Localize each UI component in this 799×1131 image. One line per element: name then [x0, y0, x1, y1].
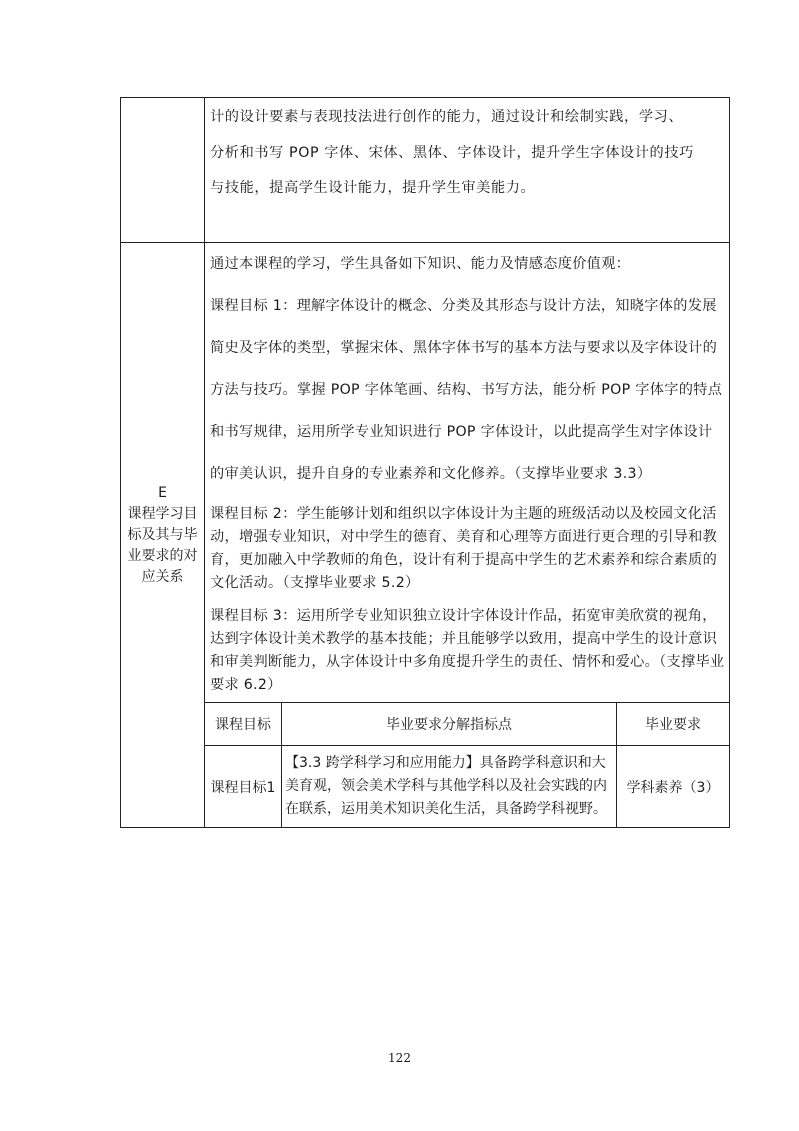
table-row-course-objectives: [121, 243, 730, 828]
header-requirement: 毕业要求: [617, 703, 730, 746]
ability-line-3: 与技能，提高学生设计能力，提升学生审美能力。: [210, 180, 536, 196]
section-letter: E: [158, 484, 167, 501]
objectives-content-cell: [205, 243, 730, 828]
row-requirement: 学科素养（3）: [617, 746, 730, 828]
course-goal-3: 课程目标 3：运用所学专业知识独立设计字体设计作品，拓宽审美欣赏的视角，达到字体设计美术教学的基本技能；并且能够学以致用，提高中学生的设计意识和审美判断能力，从字体设计中多角度提升学生的责任、情怀和爱心。（支撑毕业要求 6.2）: [210, 608, 725, 693]
section-title: 课程学习目标及其与毕业要求的对应关系: [127, 505, 198, 585]
header-course-goal: 课程目标: [205, 703, 282, 746]
row-indicator: 【3.3 跨学科学习和应用能力】具备跨学科意识和大美育观，领会美术学科与其他学科以及社会实践的内在联系，运用美术知识美化生活，具备跨学科视野。: [282, 746, 617, 828]
objectives-label-cell: [121, 243, 205, 828]
row-course-goal: 课程目标1: [205, 746, 282, 828]
page-number: 122: [388, 1051, 411, 1065]
table-row-ability-description: [121, 98, 730, 243]
table-row: [205, 746, 729, 828]
objectives-intro: 通过本课程的学习，学生具备如下知识、能力及情感态度价值观：: [210, 256, 631, 272]
header-indicator: 毕业要求分解指标点: [282, 703, 617, 746]
course-goal-1: 课程目标 1：理解字体设计的概念、分类及其形态与设计方法，知晓字体的发展简史及字体的类型，掌握宋体、黑体字体书写的基本方法与要求以及字体设计的方法与技巧。掌握 POP 字体笔画、结构、书写方法，能分析 POP 字体字的特点和书写规律，运用所学专业知识进行 POP 字体设计，以此提高学生对字体设计的审美认识，提升自身的专业素养和文化修养。（支撑毕业要求 3.3）: [210, 298, 723, 482]
empty-label-cell: [121, 98, 205, 243]
course-table: [120, 97, 730, 828]
mapping-header-row: [205, 703, 729, 746]
goal-mapping-table: [205, 702, 729, 827]
ability-description-cell: [205, 98, 730, 243]
course-goal-2: 课程目标 2：学生能够计划和组织以字体设计为主题的班级活动以及校园文化活动，增强专业知识，对中学生的德育、美育和心理等方面进行更合理的引导和教育，更加融入中学教师的角色，设计有利于提高中学生的艺术素养和综合素质的文化活动。（支撑毕业要求 5.2）: [210, 506, 718, 591]
ability-line-1: 计的设计要素与表现技法进行创作的能力，通过设计和绘制实践，学习、: [210, 109, 684, 125]
ability-line-2: 分析和书写 POP 字体、宋体、黑体、字体设计，提升学生字体设计的技巧: [210, 144, 694, 161]
